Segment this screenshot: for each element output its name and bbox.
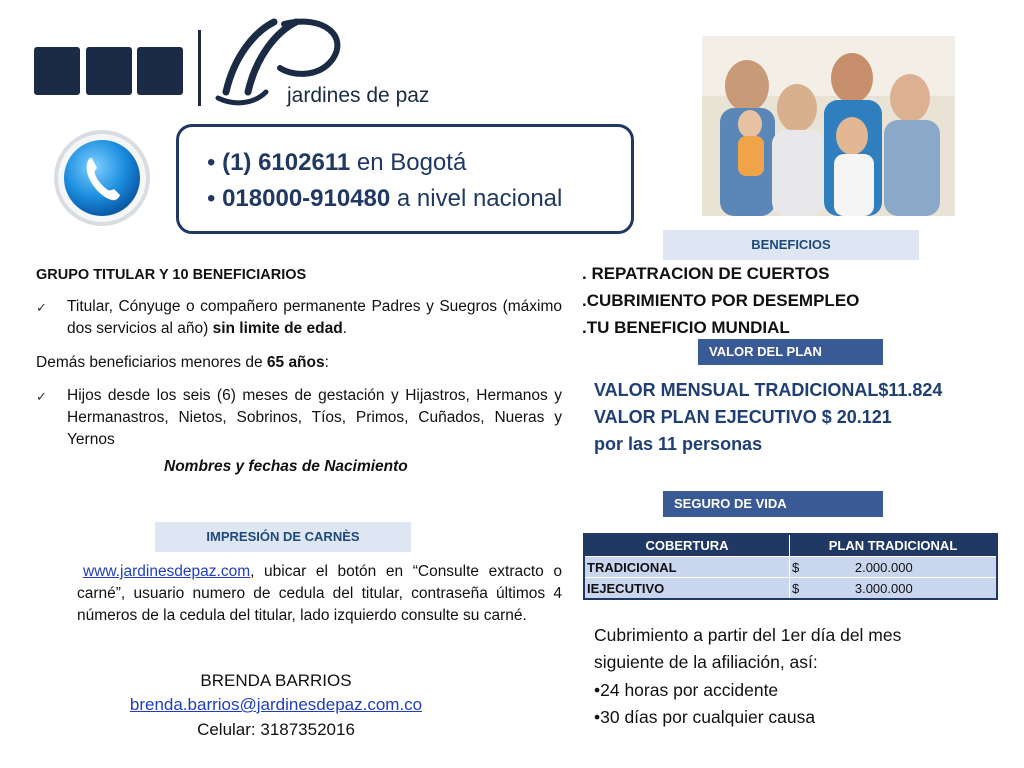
table-header-row (584, 534, 997, 557)
item-titular: Titular, Cónyuge o compañero permanente Padres y Suegros (máximo dos servicios al año) sin limite de edad. (67, 298, 562, 337)
beneficios-header: BENEFICIOS (663, 230, 919, 260)
table-row (584, 578, 997, 600)
others-age: 65 años (266, 354, 325, 371)
valor-mensual: VALOR MENSUAL TRADICIONAL$11.824 (594, 380, 943, 400)
item-titular-text: Titular, Cónyuge o compañero permanente Padres y Suegros (máximo dos servicios al año) (67, 298, 562, 337)
carnes-text (77, 561, 562, 627)
coverage-table (583, 533, 998, 600)
carnes-header: IMPRESIÓN DE CARNÈS (155, 522, 411, 552)
names-note: Nombres y fechas de Nacimiento (164, 458, 408, 475)
valor-personas: por las 11 personas (594, 434, 763, 454)
item-hijos: Hijos desde los seis (6) meses de gestación y Hijastros, Hermanos y Hermanastros, Nietos, Sobrinos, Tíos, Primos, Cuñados, Nueras y Yernos (67, 387, 562, 448)
family-photo (702, 36, 955, 216)
cubrimiento-bullet: •24 horas por accidente (594, 680, 779, 700)
checkmark-icon: ✓ (36, 300, 47, 315)
beneficio-item: .TU BENEFICIO MUNDIAL (582, 318, 790, 337)
cubrimiento-line: siguiente de la afiliación, así: (594, 652, 818, 672)
contact-phone: Celular: 3187352016 (197, 720, 355, 739)
table-row (584, 557, 997, 578)
email-link[interactable]: brenda.barrios@jardinesdepaz.com.co (129, 695, 423, 714)
group-title: GRUPO TITULAR Y 10 BENEFICIARIOS (36, 267, 307, 283)
phone-location-national: a nivel nacional (390, 185, 563, 212)
checkmark-icon: ✓ (36, 389, 47, 404)
logo-block-2 (86, 47, 132, 95)
beneficio-item: . REPATRACION DE CUERTOS (582, 264, 830, 283)
item-titular-bold: sin limite de edad (212, 320, 343, 337)
table-cell-label: TRADICIONAL (584, 557, 790, 578)
phone-number-national: 018000-910480 (222, 185, 391, 212)
table-cell-label: IEJECUTIVO (584, 578, 790, 600)
phone-number-bogota: (1) 6102611 (222, 149, 351, 176)
others-line: Demás beneficiarios menores de 65 años: (36, 354, 329, 371)
cubrimiento-bullet: •30 días por cualquier causa (594, 707, 816, 727)
phone-line-bogota: • (1) 6102611 en Bogotá (207, 149, 467, 176)
seguro-header: SEGURO DE VIDA (663, 491, 883, 517)
phone-box (176, 124, 634, 234)
phone-icon (52, 128, 152, 228)
logo-text: jardines de paz (287, 84, 430, 107)
logo-block-1 (34, 47, 80, 95)
valor-ejecutivo: VALOR PLAN EJECUTIVO $ 20.121 (594, 407, 892, 427)
phone-line-national: • 018000-910480 a nivel nacional (207, 185, 563, 212)
beneficio-item: .CUBRIMIENTO POR DESEMPLEO (582, 291, 860, 310)
column-header: PLAN TRADICIONAL (790, 534, 998, 557)
valor-header: VALOR DEL PLAN (698, 339, 883, 365)
table-cell-amount: $ 3.000.000 (790, 578, 998, 600)
logo-block-3 (137, 47, 183, 95)
cubrimiento-line: Cubrimiento a partir del 1er día del mes (594, 625, 902, 645)
contact-name: BRENDA BARRIOS (200, 671, 352, 690)
phone-location-bogota: en Bogotá (350, 149, 467, 176)
table-cell-amount: $ 2.000.000 (790, 557, 998, 578)
website-link[interactable]: www.jardinesdepaz.com (83, 563, 251, 580)
column-header: COBERTURA (584, 534, 790, 557)
logo-divider (198, 30, 201, 106)
carnes-instructions: , ubicar el botón en “Consulte extracto o carné”, usuario numero de cedula del titular, contraseña últimos 4 números de la cedula del titular, lado izquierdo consulte su carné. (77, 563, 562, 624)
contact-email (0, 694, 552, 716)
